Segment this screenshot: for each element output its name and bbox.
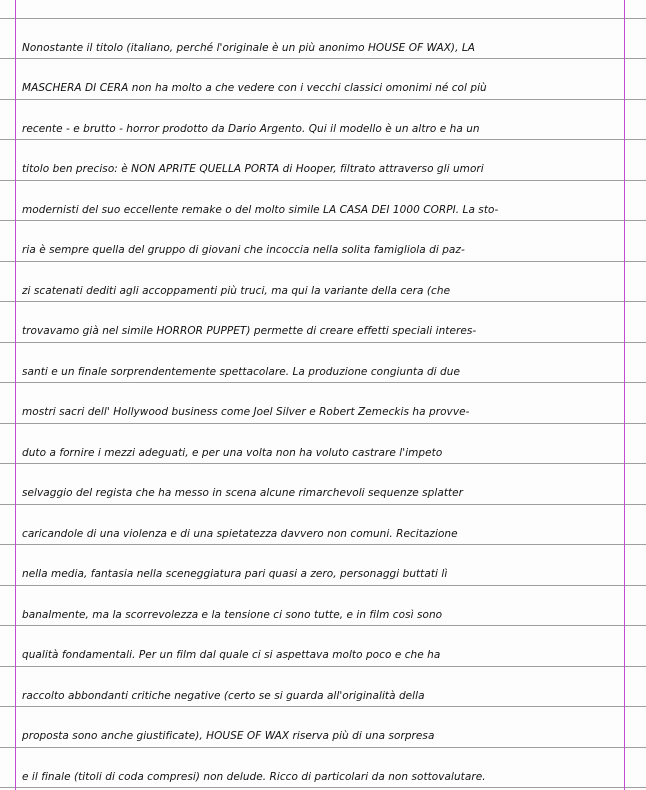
text-line-2: MASCHERA DI CERA non ha molto a che vedere con i vecchi classici omonimi né col più — [22, 82, 487, 94]
text-line-4: titolo ben preciso: è NON APRITE QUELLA PORTA di Hooper, filtrato attraverso gli umori — [22, 163, 484, 175]
ruled-line — [0, 585, 646, 586]
text-line-8: trovavamo già nel simile HORROR PUPPET) permette di creare effetti speciali interes- — [22, 325, 477, 337]
left-margin-line — [15, 0, 16, 790]
right-margin-line — [624, 0, 625, 790]
text-line-19: e il finale (titoli di coda compresi) non delude. Ricco di particolari da non sottovalutare. — [22, 771, 486, 783]
ruled-line — [0, 342, 646, 343]
ruled-line — [0, 423, 646, 424]
ruled-line — [0, 787, 646, 788]
text-line-18: proposta sono anche giustificate), HOUSE OF WAX riserva più di una sorpresa — [22, 730, 435, 742]
text-line-12: selvaggio del regista che ha messo in scena alcune rimarchevoli sequenze splatter — [22, 487, 464, 499]
text-line-6: ria è sempre quella del gruppo di giovani che incoccia nella solita famigliola di paz- — [22, 244, 465, 256]
text-line-3: recente - e brutto - horror prodotto da Dario Argento. Qui il modello è un altro e ha un — [22, 123, 480, 135]
text-line-17: raccolto abbondanti critiche negative (certo se si guarda all'originalità della — [22, 690, 425, 702]
ruled-line — [0, 18, 646, 19]
ruled-line — [0, 666, 646, 667]
ruled-line — [0, 544, 646, 545]
ruled-line — [0, 180, 646, 181]
ruled-line — [0, 504, 646, 505]
ruled-line — [0, 261, 646, 262]
ruled-line — [0, 220, 646, 221]
ruled-line — [0, 301, 646, 302]
text-line-13: caricandole di una violenza e di una spietatezza davvero non comuni. Recitazione — [22, 528, 458, 540]
text-line-11: duto a fornire i mezzi adeguati, e per una volta non ha voluto castrare l'impeto — [22, 447, 443, 459]
text-line-9: santi e un finale sorprendentemente spettacolare. La produzione congiunta di due — [22, 366, 460, 378]
text-line-10: mostri sacri dell' Hollywood business come Joel Silver e Robert Zemeckis ha provve- — [22, 406, 470, 418]
text-line-14: nella media, fantasia nella sceneggiatura pari quasi a zero, personaggi buttati lì — [22, 568, 448, 580]
ruled-line — [0, 139, 646, 140]
text-line-7: zi scatenati dediti agli accoppamenti più truci, ma qui la variante della cera (che — [22, 285, 451, 297]
text-line-1: Nonostante il titolo (italiano, perché l'originale è un più anonimo HOUSE OF WAX), LA — [22, 42, 475, 54]
text-line-15: banalmente, ma la scorrevolezza e la tensione ci sono tutte, e in film così sono — [22, 609, 443, 621]
ruled-line — [0, 747, 646, 748]
ruled-line — [0, 382, 646, 383]
ruled-line — [0, 58, 646, 59]
ruled-line — [0, 463, 646, 464]
text-line-5: modernisti del suo eccellente remake o del molto simile LA CASA DEI 1000 CORPI. La sto- — [22, 204, 499, 216]
ruled-line — [0, 625, 646, 626]
ruled-line — [0, 706, 646, 707]
ruled-line — [0, 99, 646, 100]
text-line-16: qualità fondamentali. Per un film dal quale ci si aspettava molto poco e che ha — [22, 649, 441, 661]
